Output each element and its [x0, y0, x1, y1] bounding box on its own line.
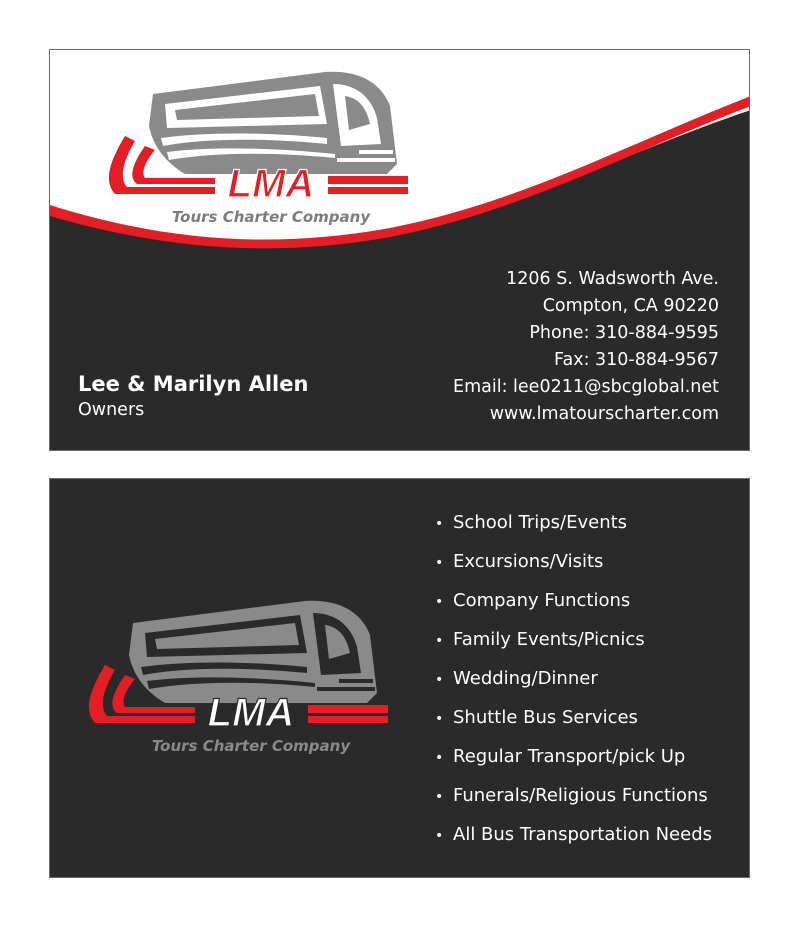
list-item: • Wedding/Dinner — [435, 659, 712, 698]
logo-tagline-text: Tours Charter Company — [151, 737, 351, 755]
list-item: • All Bus Transportation Needs — [435, 815, 712, 854]
bus-icon — [80, 595, 400, 765]
logo-brand-text: LMA — [207, 691, 295, 735]
bullet-dot: • — [435, 789, 444, 805]
owner-block — [78, 370, 308, 422]
address-line-2: Compton, CA 90220 — [542, 296, 719, 316]
bullet-dot: • — [435, 633, 444, 649]
bullet-dot: • — [435, 594, 444, 610]
list-item: • Company Functions — [435, 581, 712, 620]
bullet-dot: • — [435, 516, 444, 532]
bus-icon — [105, 66, 415, 236]
list-item: • Excursions/Visits — [435, 542, 712, 581]
bullet-dot: • — [435, 672, 444, 688]
owner-role: Owners — [78, 400, 145, 420]
bullet-dot: • — [435, 750, 444, 766]
address-line-1: 1206 S. Wadsworth Ave. — [506, 269, 719, 289]
list-item: • Regular Transport/pick Up — [435, 737, 712, 776]
owner-name: Lee & Marilyn Allen — [78, 372, 309, 396]
contact-block — [453, 266, 719, 428]
list-item: • School Trips/Events — [435, 503, 712, 542]
bullet-dot: • — [435, 828, 444, 844]
list-item: • Family Events/Picnics — [435, 620, 712, 659]
email-address: Email: lee0211@sbcglobal.net — [453, 377, 719, 397]
services-list — [435, 503, 712, 854]
logo-tagline-text: Tours Charter Company — [171, 208, 371, 226]
bullet-dot: • — [435, 555, 444, 571]
phone-number: Phone: 310-884-9595 — [529, 323, 719, 343]
list-item: • Shuttle Bus Services — [435, 698, 712, 737]
list-item: • Funerals/Religious Functions — [435, 776, 712, 815]
logo-brand-text: LMA — [227, 162, 315, 206]
bullet-dot: • — [435, 711, 444, 727]
website-url: www.lmatourscharter.com — [489, 404, 719, 424]
business-card-back — [49, 478, 750, 878]
business-card-front — [49, 49, 750, 451]
fax-number: Fax: 310-884-9567 — [554, 350, 719, 370]
